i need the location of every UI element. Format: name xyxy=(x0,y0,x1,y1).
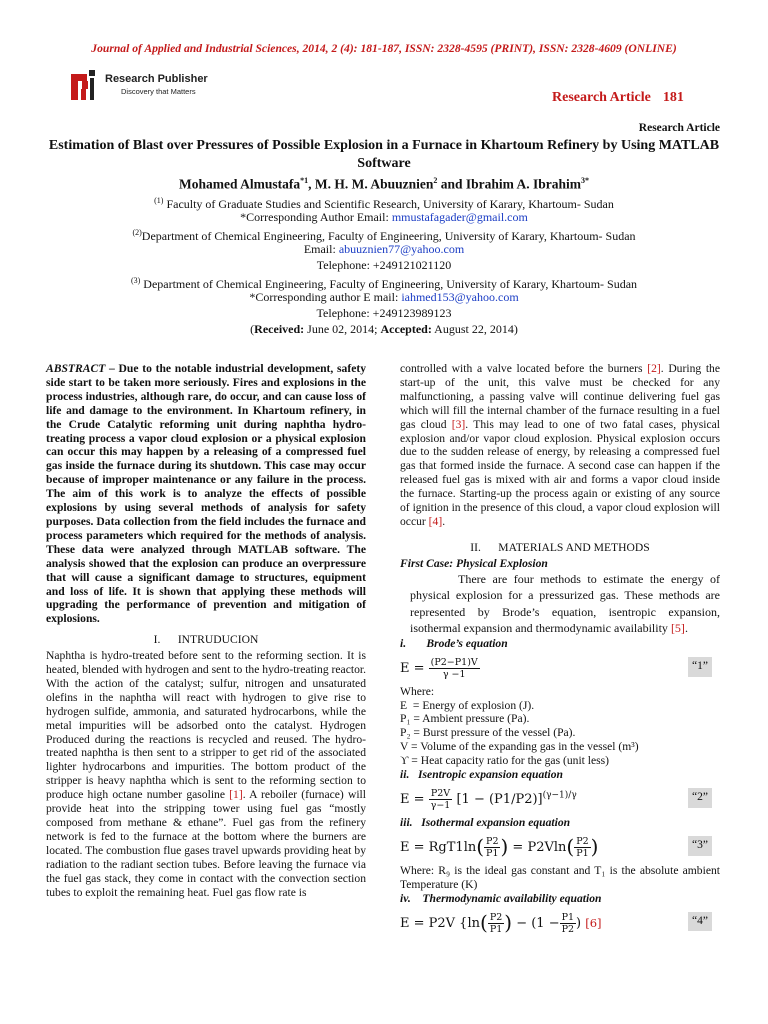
equation-1 xyxy=(400,653,720,683)
right-column xyxy=(400,362,720,940)
article-type: Research Article xyxy=(552,90,651,105)
paper-title: Estimation of Blast over Pressures of Possible Explosion in a Furnace in Khartoum Refinery by Using MATLAB Software xyxy=(48,138,720,171)
corresponding-email-3: *Corresponding author E mail: iahmed153@yahoo.com xyxy=(249,290,519,304)
definition-v: V = Volume of the expanding gas in the vessel (m³) xyxy=(400,740,639,754)
definition-gamma: ϒ = Heat capacity ratio for the gas (unit less) xyxy=(400,754,610,768)
dates: (Received: June 02, 2014; Accepted: August 22, 2014) xyxy=(250,322,518,336)
equation-2-formula: E = $\frac{P2V}{\gamma-1}$ $[1 - (P1/P2)]^{(\gamma-1)/\gamma}$ xyxy=(400,787,577,811)
equation-4 xyxy=(400,908,720,938)
logo-tagline: Discovery that Matters xyxy=(121,87,196,96)
article-type-header xyxy=(552,90,684,106)
section-heading-methods: II. MATERIALS AND METHODS xyxy=(470,540,650,554)
abstract xyxy=(46,362,366,626)
definition-p1: P₁ = Ambient pressure (Pa). xyxy=(400,712,530,726)
article-type-label: Research Article xyxy=(638,122,720,134)
equation-4-number: “4” xyxy=(688,912,712,932)
author-2: , M. H. M. Abuuznien xyxy=(308,176,434,192)
method-4-heading: iv. Thermodynamic availability equation xyxy=(400,891,602,905)
equation-3-number: “3” xyxy=(688,836,712,856)
method-2-heading: ii. Isentropic expansion equation xyxy=(400,768,563,782)
abstract-label: ABSTRACT xyxy=(46,362,106,375)
author-1-mark: *1 xyxy=(300,176,309,185)
continued-paragraph: controlled with a valve located before the burners [2]. During the start-up of the unit, this valve must be checked for any malfunctioning, a passing valve will continue delivering fuel gas which will fill the internal chamber of the furnace resulting in a fuel gas cloud [3]. This may lead to one of two fatal cases, physical explosion and/or vapor cloud explosion. Physical explosion occurs due to the sudden release of energy, by releasing a compressed fuel gas that formed inside the furnace. A second case can happen if the released fuel gas is mixed with air and forms a vapor cloud inside the furnace. Starting-up the process again or existing of any source of ignition in the presence of this cloud, a vapor cloud explosion will occur [4]. xyxy=(400,362,720,528)
citation-5[interactable]: [5] xyxy=(670,621,685,636)
affiliation-2: $^{(2)}$Department of Chemical Engineering, Faculty of Engineering, University of Karary, Khartoum- Sudan xyxy=(132,228,636,243)
equation-2-number: “2” xyxy=(688,788,712,808)
publisher-logo xyxy=(71,70,251,104)
first-case-heading: First Case: Physical Explosion xyxy=(400,556,548,570)
email-link-1[interactable]: mmustafagader@gmail.com xyxy=(391,210,528,224)
author-list xyxy=(0,176,768,193)
email-2: Email: abuuznien77@yahoo.com xyxy=(303,242,465,256)
telephone-2: Telephone: +249121021120 xyxy=(316,258,452,272)
method-1-heading: i. Brode’s equation xyxy=(400,636,508,650)
methods-intro: There are four methods to estimate the energy of physical explosion for a pressurized gas. These methods are represented by Brode’s equation, isentropic expansion, isothermal expansion and thermodynamic availability [5]. xyxy=(410,571,720,636)
equation-2 xyxy=(400,784,720,814)
author-1: Mohamed Almustafa xyxy=(178,176,301,192)
research-publisher-logo-icon xyxy=(71,70,97,102)
citation-4[interactable]: [4] xyxy=(428,514,443,528)
equation-3 xyxy=(400,832,720,862)
author-3-mark: 3* xyxy=(581,176,590,185)
definition-e: E = Energy of explosion (J). xyxy=(400,698,535,712)
definition-p2: P₂ = Burst pressure of the vessel (Pa). xyxy=(400,726,576,740)
section-heading-introduction: I. INTRUDUCION xyxy=(153,633,259,647)
abstract-text: – Due to the notable industrial development, safety side start to be taken more seriously. Fires and explosions in the process industries, although rare, do occur, and can cause loss of life and damage to the environment. In Khartoum refinery, in the Crude Catalytic reforming unit during naphtha hydro-treating process a vapor cloud explosion or a physical explosion can occur this may happen by a releasing of a compressed fuel gas inside the furnace during its shutdown. This case may occur because of improper maintenance or any failure in the process. The aim of this work is to analyze the effects of possible explosions by using several methods of analysis for safety purposes. Data collection from the field includes the furnace and process parameters which required for the methods of analysis. These data were analyzed through MATLAB software. The analysis showed that the explosion can produce an overpressure that will cause a significant damage to structures, equipment and loss of life. It is shown that applying these methods will upgrading the performance of prevention and mitigation of explosions. xyxy=(46,362,366,626)
affiliation-3: $^{(3)}$ Department of Chemical Engineering, Faculty of Engineering, University of Karary, Khartoum- Sudan xyxy=(130,276,638,291)
author-2-mark: 2 xyxy=(433,176,438,185)
email-link-3[interactable]: iahmed153@yahoo.com xyxy=(401,290,519,304)
equation-3-where: Where: R₉ is the ideal gas constant and T₁ is the absolute ambient Temperature (K) xyxy=(400,863,720,891)
logo-name: Research Publisher xyxy=(105,73,208,85)
variable-definitions: Where: E = Energy of explosion (J). P₁ = Ambient pressure (Pa). P₂ = Burst pressure of the vessel (Pa). V = Volume of the expanding gas in the vessel (m³) ϒ = Heat capacity ratio for the gas (unit less) xyxy=(400,685,720,768)
citation-6[interactable]: [6] xyxy=(585,915,602,930)
equation-1-formula: E = $\frac{(P2-P1)V}{\gamma -1}$ xyxy=(400,656,478,680)
introduction-paragraph: Naphtha is hydro-treated before sent to the reforming section. It is heated, blended with hydrogen and sent to the hydro-treating reactor. With the action of the catalyst; sulfur, nitrogen and unsaturated olefins in the naphtha will react with hydrogen to give rise to hydrogen sulfide, ammonia, and saturated hydrocarbons, while the metal impurities will be adsorbed onto the catalyst. Hydrogen Produced during the reactions is recycled and reused. The hydro-treated naphtha is then sent to a stripper to get rid of the associated lighter hydrocarbons and impurities. The bottom product of the stripper is heavy naphtha which is sent to the reforming section to produce high octane number gasoline [1]. A reboiler (furnace) will provide heat into the stripping tower using fuel gas “mostly composed from methane & ethane”. Fuel gas from the refinery network is fed to the furnace at the bottom where the burners are located. The combustion flue gases travel upwards providing heat by radiation to the radiant section tubes. Before leaving the furnace via the fuel gas stack, they come in contact with the convection section tubes to exploit the remaining heat. Fuel gas flow rate is xyxy=(46,649,366,899)
method-3-heading: iii. Isothermal expansion equation xyxy=(400,815,571,829)
equation-1-number: “1” xyxy=(688,657,712,677)
page-number: 181 xyxy=(662,90,684,105)
citation-2[interactable]: [2] xyxy=(647,362,661,375)
citation-1[interactable]: [1] xyxy=(229,788,243,802)
journal-citation: Journal of Applied and Industrial Sciences, 2014, 2 (4): 181-187, ISSN: 2328-4595 (PRINT), ISSN: 2328-4609 (ONLINE) xyxy=(91,42,677,55)
equation-4-formula: E = P2V {ln( $\frac{P2}{P1}$ ) − (1 − $\frac{P1}{P2}$ ) [6] xyxy=(400,910,602,935)
equation-3-formula: E = RgT1ln( $\frac{P2}{P1}$ ) = P2Vln( $\frac{P2}{P1}$ ) xyxy=(400,834,599,859)
corresponding-email-1: *Corresponding Author Email: mmustafagader@gmail.com xyxy=(240,210,528,224)
email-link-2[interactable]: abuuznien77@yahoo.com xyxy=(338,242,465,256)
affiliation-1: $^{(1)}$ Faculty of Graduate Studies and Scientific Research, University of Karary, Khartoum- Sudan xyxy=(154,196,614,211)
left-column xyxy=(46,362,366,899)
citation-3[interactable]: [3] xyxy=(451,417,466,431)
author-3: and Ibrahim A. Ibrahim xyxy=(437,176,582,192)
telephone-3: Telephone: +249123989123 xyxy=(316,306,452,320)
